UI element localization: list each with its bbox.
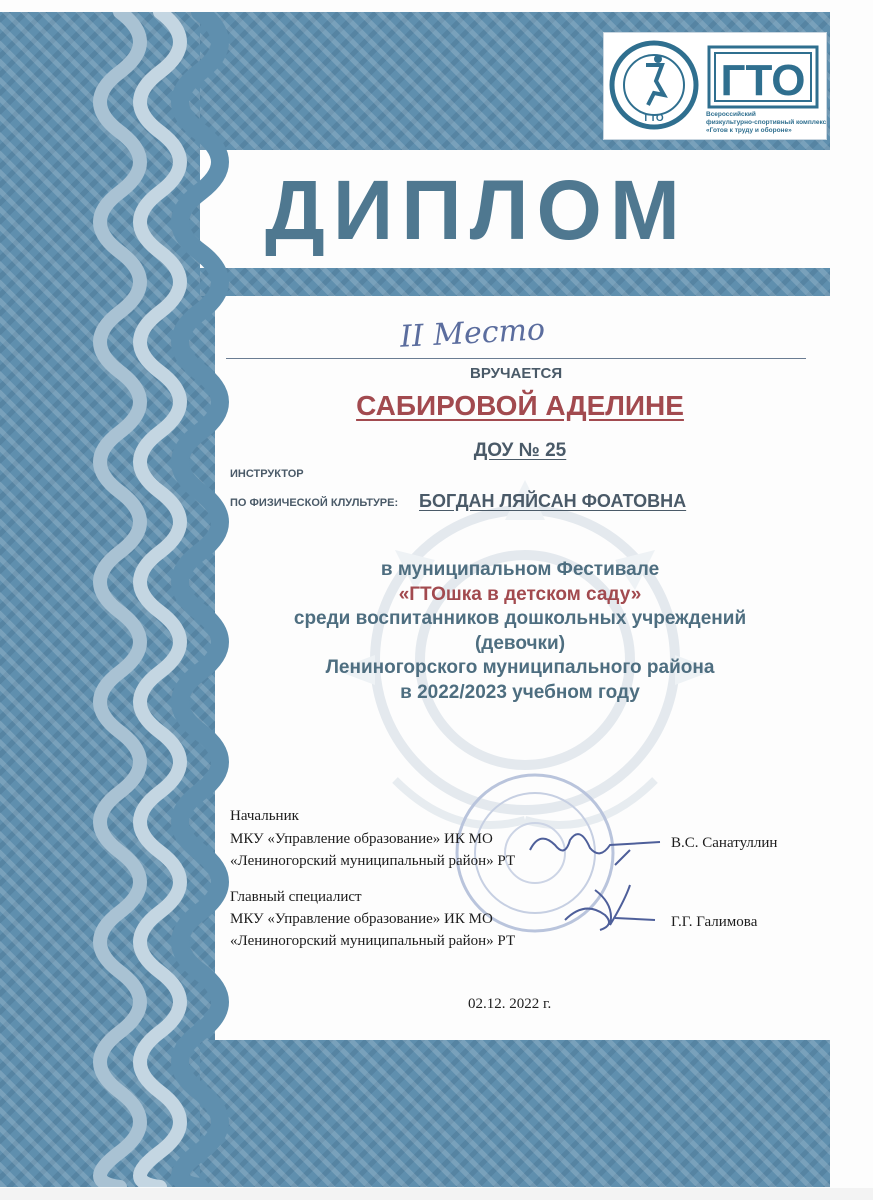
logo-caption (706, 111, 827, 135)
instructor-name: БОГДАН ЛЯЙСАН ФОАТОВНА (419, 491, 687, 511)
signature-1-icon (520, 820, 670, 870)
instructor-label: ИНСТРУКТОР (230, 468, 304, 480)
issue-date: 02.12. 2022 г. (468, 996, 552, 1012)
signatory-2-org: МКУ «Управление образование» ИК МО (230, 911, 493, 927)
diploma-title: ДИПЛОМ (265, 163, 688, 257)
description-line: среди воспитанников дошкольных учреждений (293, 608, 747, 629)
svg-text:ГТО: ГТО (644, 113, 664, 124)
instructor-label: ПО ФИЗИЧЕСКОЙ КЛУЛЬТУРЕ: (230, 497, 399, 509)
festival-name: «ГТОшка в детском саду» (398, 583, 642, 605)
awarded-label: ВРУЧАЕТСЯ (470, 365, 563, 382)
description-line: (девочки) (474, 632, 566, 654)
description-line: в муниципальном Фестивале (380, 559, 660, 580)
place-handwritten: II Место (399, 312, 546, 355)
signatory-2-title: Главный специалист (230, 889, 362, 905)
description-line: в 2022/2023 учебном году (400, 681, 640, 703)
signatory-1-district: «Лениногорский муниципальный район» РТ (230, 853, 516, 869)
logo-caption-line: физкультурно-спортивный комплекс (706, 119, 827, 126)
gto-logo (603, 32, 827, 140)
svg-text:ГТО: ГТО (720, 56, 806, 105)
place-underline (226, 358, 806, 359)
signatory-2-district: «Лениногорский муниципальный район» РТ (230, 933, 516, 949)
description-line: Лениногорского муниципального района (325, 657, 715, 678)
signatory-1-name: В.С. Санатуллин (671, 835, 778, 851)
award-description (220, 558, 820, 705)
logo-caption-line: «Готов к труду и обороне» (706, 127, 792, 134)
signatory-1-title: Начальник (230, 808, 299, 824)
scan-edge (0, 1188, 873, 1200)
recipient-name: САБИРОВОЙ АДЕЛИНЕ (356, 390, 684, 421)
organization: ДОУ № 25 (473, 440, 567, 461)
signatory-1-org: МКУ «Управление образование» ИК МО (230, 831, 493, 847)
logo-caption-line: Всероссийский (706, 111, 756, 118)
signature-2-icon (555, 880, 665, 940)
signatory-2-name: Г.Г. Галимова (671, 914, 758, 930)
